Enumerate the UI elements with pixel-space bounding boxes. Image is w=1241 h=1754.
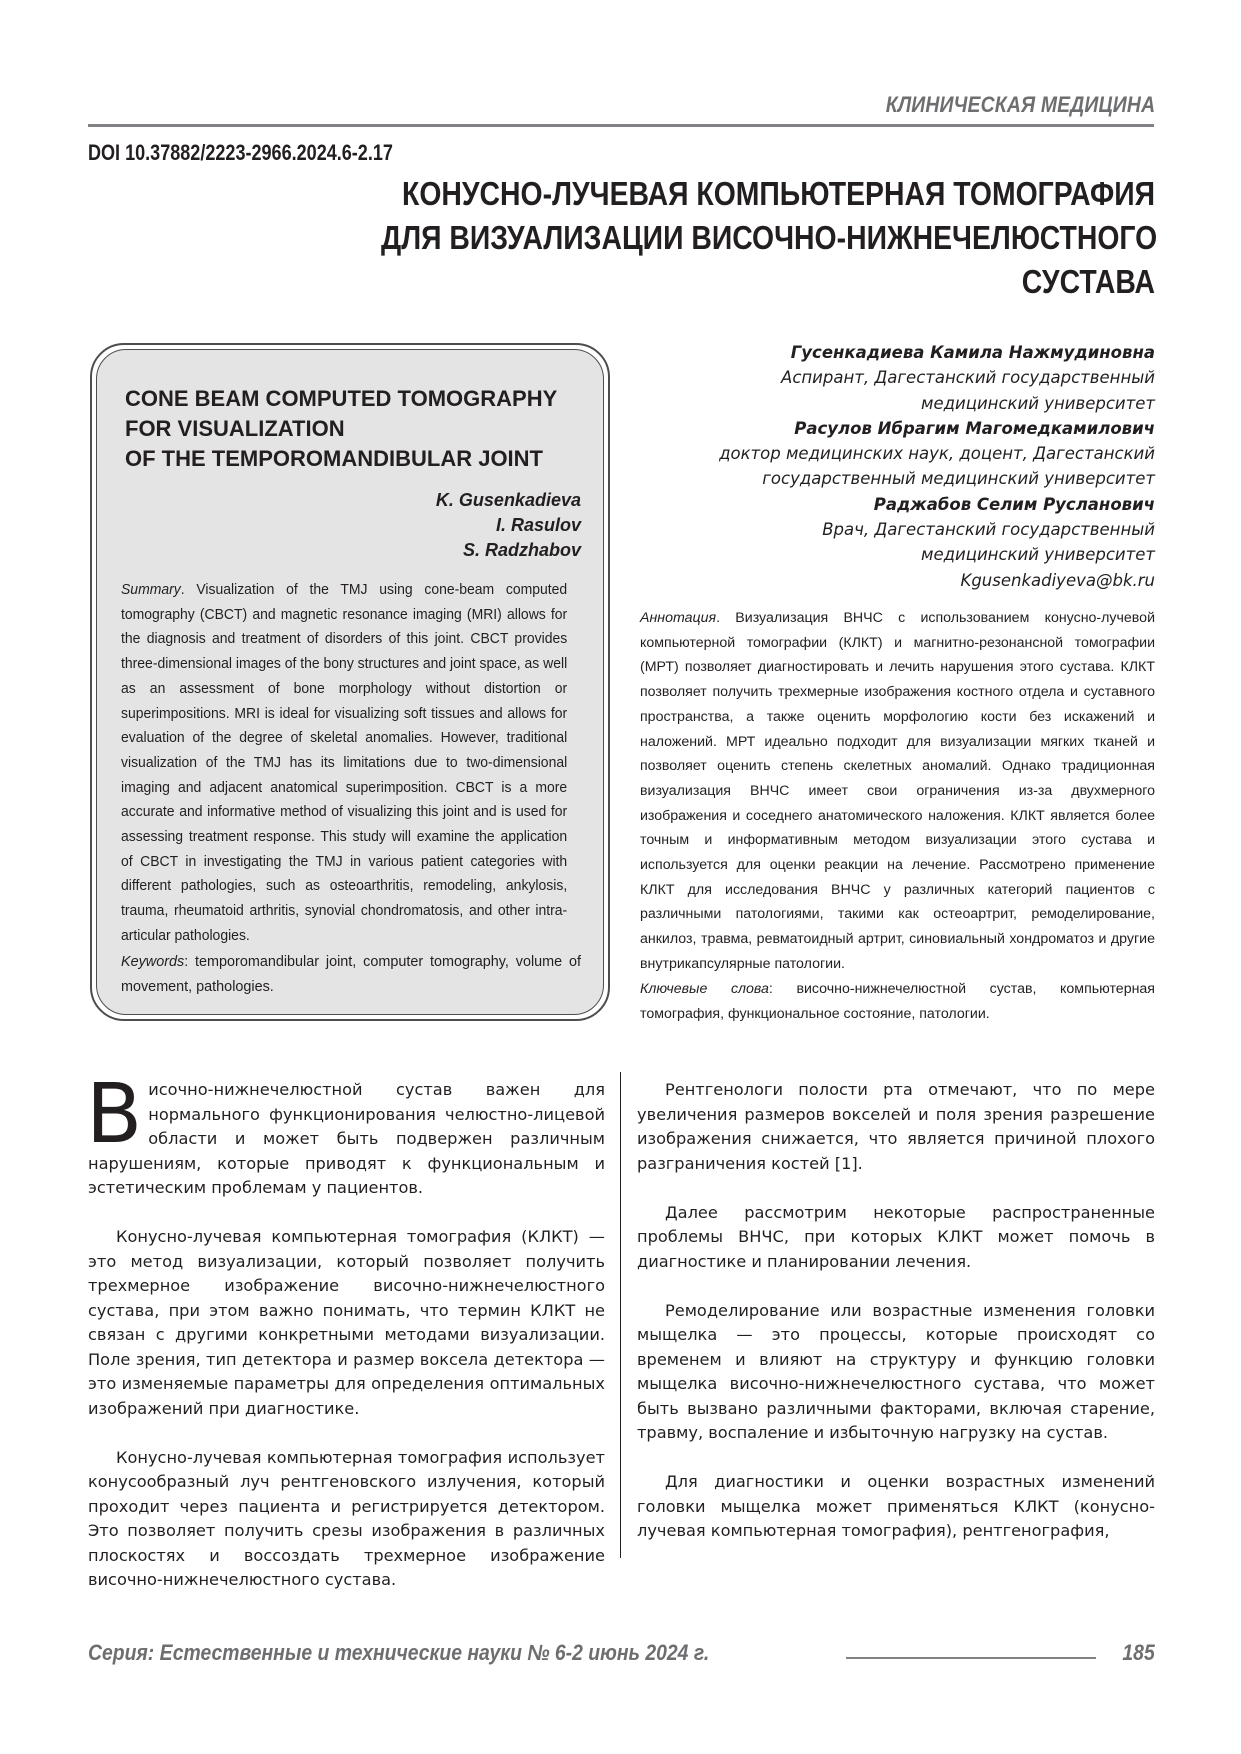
section-label: КЛИНИЧЕСКАЯ МЕДИЦИНА <box>885 92 1155 117</box>
author-name: Раджабов Селим Русланович <box>873 494 1155 514</box>
header-rule <box>88 124 1154 127</box>
author-name: Гусенкадиева Камила Нажмудиновна <box>790 343 1155 362</box>
body-paragraph: Конусно-лучевая компьютерная томография (КЛКТ) — это метод визуализации, который позволяет получить трехмерное изображение височно-нижнечелюстного сустава, при этом важно понимать, что термин КЛКТ не связан с другими конкретными методами визуализации. Поле зрения, тип детектора и размер воксела детектора — это изменяемые параметры для определения оптимальных изображений при диагностике. <box>88 1227 605 1418</box>
ru-keywords-text: : височно-нижнечелюстной сустав, компьютерная томография, функциональное состояние, патологии. <box>640 981 1155 1022</box>
body-paragraph <box>86 1067 605 1201</box>
body-paragraph: Рентгенологи полости рта отмечают, что по мере увеличения размеров вокселей и поля зрения разрешение изображения снижается, что является причиной плохого разграничения костей [1]. <box>637 1080 1155 1173</box>
article-title <box>255 172 1158 304</box>
english-authors <box>436 488 581 563</box>
english-abstract-inner <box>96 349 604 1015</box>
dropcap: В <box>86 1067 143 1162</box>
english-author: I. Rasulov <box>495 515 581 535</box>
title-line: КОНУСНО-ЛУЧЕВАЯ КОМПЬЮТЕРНАЯ ТОМОГРАФИЯ <box>402 175 1155 212</box>
author-affiliation: Врач, Дагестанский государственный <box>822 520 1155 540</box>
russian-abstract <box>640 606 1155 977</box>
paragraph-text: исочно-нижнечелюстной сустав важен для нормального функционирования челюстно-лицевой области и может быть подвержен различным нарушениям, которые приводят к функциональным и эстетическим проблемам у пациентов. <box>88 1080 605 1197</box>
english-summary <box>121 578 567 949</box>
english-title-line: CONE BEAM COMPUTED TOMOGRAPHY <box>125 386 558 411</box>
author-affiliation: доктор медицинских наук, доцент, Дагестанский <box>719 444 1155 464</box>
title-line: ДЛЯ ВИЗУАЛИЗАЦИИ ВИСОЧНО-НИЖНЕЧЕЛЮСТНОГО <box>381 219 1158 256</box>
keywords-text: : temporomandibular joint, computer tomography, volume of movement, pathologies. <box>121 954 581 995</box>
keywords-label: Keywords <box>121 954 185 970</box>
footer-series: Серия: Естественные и технические науки № 6-2 июнь 2024 г. <box>88 1640 710 1665</box>
author-affiliation: медицинский университет <box>921 393 1155 413</box>
body-paragraph: Для диагностики и оценки возрастных изменений головки мыщелка может применяться КЛКТ (конусно-лучевая компьютерная томография), рентгенография, <box>637 1472 1155 1540</box>
doi: DOI 10.37882/2223-2966.2024.6-2.17 <box>88 140 393 165</box>
footer-rule <box>846 1657 1096 1659</box>
page-number: 185 <box>1122 1640 1155 1665</box>
english-title-line: OF THE TEMPOROMANDIBULAR JOINT <box>125 446 543 471</box>
author-affiliation: медицинский университет <box>921 545 1155 565</box>
body-paragraph: Конусно-лучевая компьютерная томография использует конусообразный луч рентгеновского излучения, который проходит через пациента и регистрируется детектором. Это позволяет получить срезы изображения в различных плоскостях и воссоздать трехмерное изображение височно-нижнечелюстного сустава. <box>88 1447 605 1589</box>
english-title-line: FOR VISUALIZATION <box>125 416 345 441</box>
russian-authors <box>615 340 1155 593</box>
author-affiliation: государственный медицинский университет <box>762 469 1155 489</box>
english-author: K. Gusenkadieva <box>435 490 581 510</box>
english-author: S. Radzhabov <box>462 540 581 560</box>
russian-keywords <box>640 977 1155 1026</box>
ru-keywords-label: Ключевые слова <box>640 981 769 997</box>
abstract-label: Аннотация <box>640 610 717 626</box>
author-name: Расулов Ибрагим Магомедкамилович <box>794 418 1155 438</box>
english-title <box>125 384 557 474</box>
english-keywords <box>121 950 581 999</box>
body-right-column <box>637 1078 1155 1568</box>
column-divider <box>620 1072 621 1558</box>
body-paragraph: Ремоделирование или возрастные изменения головки мыщелка — это процессы, которые происходят со временем и влияют на структуру и функцию головки мыщелка височно-нижнечелюстного сустава, что может быть вызвано различными факторами, включая старение, травму, воспаление и избыточную нагрузку на сустав. <box>637 1300 1155 1442</box>
english-abstract-box <box>90 343 610 1021</box>
author-affiliation: Аспирант, Дагестанский государственный <box>781 368 1155 388</box>
body-paragraph: Далее рассмотрим некоторые распространенные проблемы ВНЧС, при которых КЛКТ может помочь в диагностике и планировании лечения. <box>637 1202 1155 1271</box>
author-email[interactable]: Kgusenkadiyeva@bk.ru <box>960 570 1155 590</box>
summary-label: Summary <box>121 582 181 598</box>
title-line: СУСТАВА <box>1021 263 1155 300</box>
body-left-column <box>86 1067 605 1617</box>
summary-text: . Visualization of the TMJ using cone-beam computed tomography (CBCT) and magnetic resonance imaging (MRI) allows for the diagnosis and treatment of disorders of this joint. CBCT provides three-dimensional images of the bony structures and joint space, as well as an assessment of bone morphology without distortion or superimpositions. MRI is ideal for visualizing soft tissues and allows for evaluation of the degree of skeletal anomalies. However, traditional visualization of the TMJ has its limitations due to two-dimensional imaging and adjacent anatomical superimposition. CBCT is a more accurate and informative method of visualizing this joint and is used for assessing treatment response. This study will examine the application of CBCT in investigating the TMJ in various patient categories with different pathologies, such as osteoarthritis, remodeling, ankylosis, trauma, rheumatoid arthritis, synovial chondromatosis, and other intra-articular pathologies. <box>121 582 568 944</box>
abstract-text: . Визуализация ВНЧС с использованием конусно-лучевой компьютерной томографии (КЛКТ) и магнитно-резонансной томографии (МРТ) позволяет диагностировать и лечить нарушения этого сустава. КЛКТ позволяет получить трехмерные изображения костного отдела и суставного пространства, а также оценить морфологию кости без искажений и наложений. МРТ идеально подходит для визуализации мягких тканей и позволяет оценить степень скелетных аномалий. Однако традиционная визуализация ВНЧС имеет свои ограничения из-за двухмерного изображения и соседнего анатомического наложения. КЛКТ является более точным и информативным методом визуализации этого сустава и используется для оценки реакции на лечение. Рассмотрено применение КЛКТ для исследования ВНЧС у различных категорий пациентов с различными патологиями, такими как остеоартрит, ремоделирование, анкилоз, травма, ревматоидный артрит, синовиальный хондроматоз и другие внутрикапсулярные патологии. <box>640 610 1155 972</box>
